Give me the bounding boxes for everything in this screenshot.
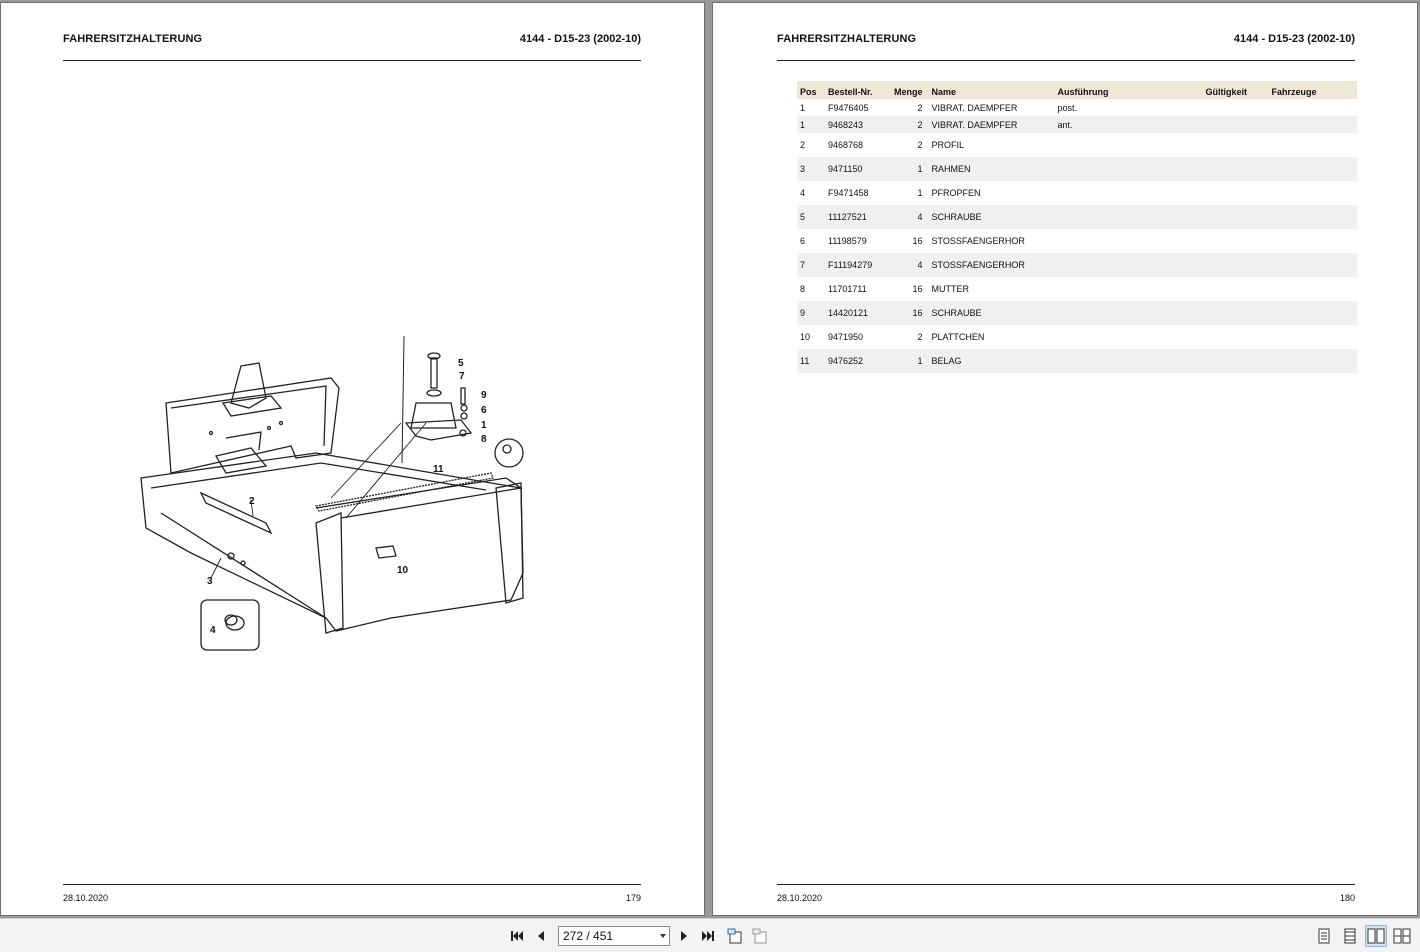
cell-gueltigkeit xyxy=(1203,301,1269,325)
page-header xyxy=(777,33,1355,61)
cell-ausfuehrung xyxy=(1055,253,1203,277)
cell-ausfuehrung xyxy=(1055,133,1203,157)
cell-pos: 1 xyxy=(797,116,825,133)
cell-name: PROFIL xyxy=(931,140,965,150)
cell-ausfuehrung xyxy=(1055,325,1203,349)
table-row xyxy=(797,133,1357,157)
cell-fahrzeuge xyxy=(1269,301,1357,325)
cell-fahrzeuge xyxy=(1269,116,1357,133)
page-number-select[interactable] xyxy=(558,926,670,946)
cell-ausfuehrung xyxy=(1055,277,1203,301)
footer-page-number: 180 xyxy=(1339,893,1355,903)
cell-pos: 8 xyxy=(800,284,806,294)
cell-bestell-nr: 11198579 xyxy=(828,236,867,246)
page-title: FAHRERSITZHALTERUNG xyxy=(777,33,917,45)
cell-bestell-nr: 9468243 xyxy=(825,116,891,133)
cell-menge: 1 xyxy=(917,188,923,198)
next-page-icon[interactable] xyxy=(675,927,693,945)
cell-gueltigkeit xyxy=(1203,229,1269,253)
cell-ausfuehrung xyxy=(1055,229,1203,253)
cell-name: PFROPFEN xyxy=(931,188,981,198)
table-row xyxy=(797,99,1357,116)
table-row xyxy=(797,277,1357,301)
cell-menge: 16 xyxy=(891,301,929,325)
cell-gueltigkeit xyxy=(1203,205,1269,229)
fit-width-icon[interactable] xyxy=(751,927,769,945)
cell-menge: 2 xyxy=(917,140,923,150)
cell-bestell-nr: 11701711 xyxy=(828,284,867,294)
cell-gueltigkeit xyxy=(1203,116,1269,133)
cell-bestell-nr: 11127521 xyxy=(825,205,891,229)
page-footer xyxy=(777,884,1355,909)
footer-date: 28.10.2020 xyxy=(777,893,823,903)
cell-pos: 9 xyxy=(797,301,825,325)
cell-pos: 11 xyxy=(797,349,825,373)
cell-pos: 3 xyxy=(797,157,825,181)
table-header-row xyxy=(797,81,1357,99)
exploded-parts-drawing xyxy=(131,328,551,658)
table-row xyxy=(797,325,1357,349)
cell-menge: 4 xyxy=(891,253,929,277)
table-row xyxy=(797,205,1357,229)
cell-pos: 6 xyxy=(800,236,806,246)
cell-gueltigkeit xyxy=(1203,277,1269,301)
callout-8: 8 xyxy=(481,434,487,445)
cell-menge: 2 xyxy=(917,102,923,113)
page-footer xyxy=(63,884,641,909)
first-page-icon[interactable] xyxy=(508,927,526,945)
document-code: 4144 - D15-23 (2002-10) xyxy=(519,33,641,45)
cell-menge: 4 xyxy=(891,205,929,229)
page-indicator: 272 / 451 xyxy=(563,929,614,943)
document-code: 4144 - D15-23 (2002-10) xyxy=(1233,33,1355,45)
two-page-continuous-icon[interactable] xyxy=(1391,925,1413,947)
cell-name: SCHRAUBE xyxy=(929,301,1055,325)
cell-name: STOSSFAENGERHOR xyxy=(931,236,1025,246)
cell-fahrzeuge xyxy=(1269,157,1357,181)
cell-gueltigkeit xyxy=(1203,99,1269,116)
cell-fahrzeuge xyxy=(1269,325,1357,349)
table-row xyxy=(797,349,1357,373)
cell-fahrzeuge xyxy=(1269,133,1357,157)
cell-pos: 1 xyxy=(800,102,806,113)
cell-ausfuehrung xyxy=(1055,349,1203,373)
cell-bestell-nr: 9476252 xyxy=(825,349,891,373)
table-row xyxy=(797,116,1357,133)
cell-ausfuehrung xyxy=(1055,181,1203,205)
callout-1: 1 xyxy=(481,420,487,431)
callout-11: 11 xyxy=(433,464,444,475)
cell-name: MUTTER xyxy=(931,284,970,294)
cell-name: STOSSFAENGERHOR xyxy=(929,253,1055,277)
cell-gueltigkeit xyxy=(1203,253,1269,277)
cell-fahrzeuge xyxy=(1269,253,1357,277)
cell-bestell-nr: 9468768 xyxy=(828,140,864,150)
cell-ausfuehrung xyxy=(1055,205,1203,229)
cell-ausfuehrung: ant. xyxy=(1055,116,1203,133)
two-page-icon[interactable] xyxy=(1365,925,1387,947)
page-title: FAHRERSITZHALTERUNG xyxy=(63,33,203,45)
cell-bestell-nr: F9471458 xyxy=(828,188,869,198)
cell-fahrzeuge xyxy=(1269,99,1357,116)
cell-name: VIBRAT. DAEMPFER xyxy=(931,102,1018,113)
cell-fahrzeuge xyxy=(1269,181,1357,205)
cell-gueltigkeit xyxy=(1203,133,1269,157)
cell-gueltigkeit xyxy=(1203,181,1269,205)
column-header-name: Name xyxy=(929,81,1055,99)
page-header xyxy=(63,33,641,61)
cell-ausfuehrung: post. xyxy=(1057,102,1078,113)
cell-name: BELAG xyxy=(929,349,1055,373)
continuous-page-icon[interactable] xyxy=(1339,925,1361,947)
cell-name: PLATTCHEN xyxy=(931,332,985,342)
callout-7: 7 xyxy=(459,371,465,382)
last-page-icon[interactable] xyxy=(699,927,717,945)
callout-4: 4 xyxy=(210,625,216,636)
cell-pos: 7 xyxy=(797,253,825,277)
callout-5: 5 xyxy=(458,358,464,369)
cell-name: SCHRAUBE xyxy=(929,205,1055,229)
parts-table xyxy=(797,81,1357,373)
page-left xyxy=(0,2,705,916)
column-header-menge: Menge xyxy=(891,81,929,99)
cell-bestell-nr: 9471950 xyxy=(828,332,864,342)
cell-pos: 5 xyxy=(797,205,825,229)
chevron-down-icon xyxy=(660,934,666,938)
callout-9: 9 xyxy=(481,390,487,401)
cell-menge: 16 xyxy=(912,284,923,294)
column-header-bestell: Bestell-Nr. xyxy=(825,81,891,99)
cell-pos: 4 xyxy=(800,188,806,198)
callout-6: 6 xyxy=(481,405,487,416)
cell-pos: 10 xyxy=(800,332,811,342)
footer-date: 28.10.2020 xyxy=(63,893,109,903)
cell-bestell-nr: F11194279 xyxy=(825,253,891,277)
cell-gueltigkeit xyxy=(1203,349,1269,373)
page-right xyxy=(712,2,1418,916)
single-page-icon[interactable] xyxy=(1313,925,1335,947)
cell-menge: 1 xyxy=(891,349,929,373)
table-row xyxy=(797,253,1357,277)
table-row xyxy=(797,181,1357,205)
cell-fahrzeuge xyxy=(1269,277,1357,301)
footer-page-number: 179 xyxy=(625,893,641,903)
prev-page-icon[interactable] xyxy=(532,927,550,945)
cell-fahrzeuge xyxy=(1269,205,1357,229)
fit-page-icon[interactable] xyxy=(726,927,744,945)
page-navigation-toolbar xyxy=(0,918,1420,952)
table-row xyxy=(797,229,1357,253)
table-row xyxy=(797,157,1357,181)
cell-name: RAHMEN xyxy=(929,157,1055,181)
cell-gueltigkeit xyxy=(1203,157,1269,181)
cell-gueltigkeit xyxy=(1203,325,1269,349)
cell-ausfuehrung xyxy=(1055,157,1203,181)
table-row xyxy=(797,301,1357,325)
cell-name: VIBRAT. DAEMPFER xyxy=(929,116,1055,133)
callout-3: 3 xyxy=(207,576,213,587)
cell-fahrzeuge xyxy=(1269,229,1357,253)
cell-bestell-nr: F9476405 xyxy=(828,102,869,113)
callout-10: 10 xyxy=(397,565,409,576)
cell-bestell-nr: 14420121 xyxy=(825,301,891,325)
cell-menge: 2 xyxy=(917,332,923,342)
column-header-fahrzeuge: Fahrzeuge xyxy=(1269,81,1357,99)
cell-menge: 16 xyxy=(912,236,923,246)
cell-pos: 2 xyxy=(800,140,806,150)
cell-menge: 2 xyxy=(891,116,929,133)
column-header-gueltigkeit: Gültigkeit xyxy=(1203,81,1269,99)
cell-menge: 1 xyxy=(891,157,929,181)
callout-2: 2 xyxy=(249,496,255,507)
column-header-pos: Pos xyxy=(797,81,825,99)
cell-ausfuehrung xyxy=(1055,301,1203,325)
cell-fahrzeuge xyxy=(1269,349,1357,373)
cell-bestell-nr: 9471150 xyxy=(825,157,891,181)
column-header-ausfuehrung: Ausführung xyxy=(1055,81,1203,99)
